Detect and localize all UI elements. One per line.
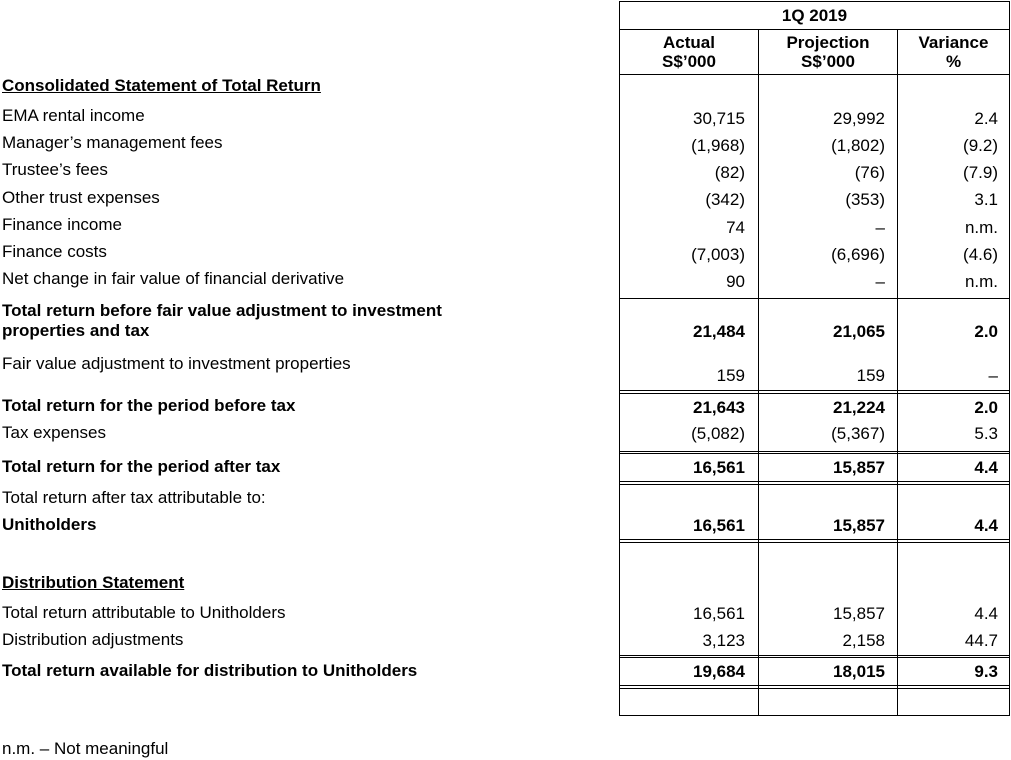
variance-value: n.m. (964, 218, 998, 237)
projection-value: – (875, 218, 885, 237)
actual-value: (5,082) (691, 424, 745, 443)
period-header: 1Q 2019 (781, 6, 848, 25)
variance-value: 2.0 (974, 322, 998, 341)
variance-value: n.m. (964, 272, 998, 291)
actual-value: 21,484 (693, 322, 745, 341)
variance-value: 9.3 (974, 662, 998, 681)
actual-value: 21,643 (693, 398, 745, 417)
row-label: EMA rental income (2, 106, 145, 125)
variance-header: Variance % (918, 33, 989, 71)
actual-value: 16,561 (693, 604, 745, 623)
projection-value: 15,857 (833, 604, 885, 623)
actual-value: 159 (716, 366, 745, 385)
actual-value: 30,715 (693, 109, 745, 128)
projection-value: 159 (856, 366, 885, 385)
footnote: n.m. – Not meaningful (2, 739, 169, 758)
section-title: Consolidated Statement of Total Return (2, 76, 321, 95)
row-label: Total return available for distribution to Unitholders (2, 661, 418, 680)
projection-value: (1,802) (831, 136, 885, 155)
actual-value: (1,968) (691, 136, 745, 155)
variance-value: 4.4 (974, 604, 998, 623)
projection-value: 15,857 (833, 516, 885, 535)
variance-value: 5.3 (974, 424, 998, 443)
projection-value: (5,367) (831, 424, 885, 443)
projection-value: 21,065 (833, 322, 885, 341)
projection-value: 29,992 (833, 109, 885, 128)
actual-value: 16,561 (693, 516, 745, 535)
variance-value: 2.0 (974, 398, 998, 417)
row-label-line1: Total return before fair value adjustment to investment (2, 301, 442, 320)
row-label: Unitholders (2, 515, 97, 534)
variance-value: 2.4 (974, 109, 998, 128)
projection-value: (6,696) (831, 245, 885, 264)
actual-value: 90 (726, 272, 745, 291)
actual-value: (7,003) (691, 245, 745, 264)
variance-value: 4.4 (974, 516, 998, 535)
row-label: Trustee’s fees (2, 160, 108, 179)
projection-value: (76) (854, 163, 885, 182)
row-label: Total return for the period before tax (2, 396, 296, 415)
actual-value: 74 (726, 218, 745, 237)
row-label: Other trust expenses (2, 188, 160, 207)
actual-value: 3,123 (702, 631, 745, 650)
actual-header: Actual S$’000 (662, 33, 716, 71)
projection-value: 21,224 (833, 398, 885, 417)
variance-value: 3.1 (974, 190, 998, 209)
projection-value: (353) (845, 190, 885, 209)
variance-value: 4.4 (974, 458, 998, 477)
projection-value: – (875, 272, 885, 291)
attributable-heading: Total return after tax attributable to: (2, 488, 266, 507)
row-label: Manager’s management fees (2, 133, 223, 152)
variance-value: 44.7 (964, 631, 998, 650)
row-label: Total return attributable to Unitholders (2, 603, 286, 622)
section-title: Distribution Statement (2, 573, 185, 592)
row-label: Finance costs (2, 242, 107, 261)
row-label: Distribution adjustments (2, 630, 184, 649)
projection-value: 18,015 (833, 662, 885, 681)
actual-value: (342) (705, 190, 745, 209)
variance-value: (7.9) (963, 163, 998, 182)
row-label: Tax expenses (2, 423, 106, 442)
variance-value: – (988, 366, 998, 385)
row-label-line2: properties and tax (2, 321, 150, 340)
row-label: Finance income (2, 215, 123, 234)
row-label: Net change in fair value of financial derivative (2, 269, 345, 288)
actual-value: 16,561 (693, 458, 745, 477)
projection-header: Projection S$’000 (786, 33, 870, 71)
variance-value: (4.6) (963, 245, 998, 264)
actual-value: 19,684 (693, 662, 745, 681)
projection-value: 2,158 (842, 631, 885, 650)
row-label: Fair value adjustment to investment properties (2, 354, 351, 373)
row-label: Total return for the period after tax (2, 457, 281, 476)
projection-value: 15,857 (833, 458, 885, 477)
variance-value: (9.2) (963, 136, 998, 155)
actual-value: (82) (714, 163, 745, 182)
